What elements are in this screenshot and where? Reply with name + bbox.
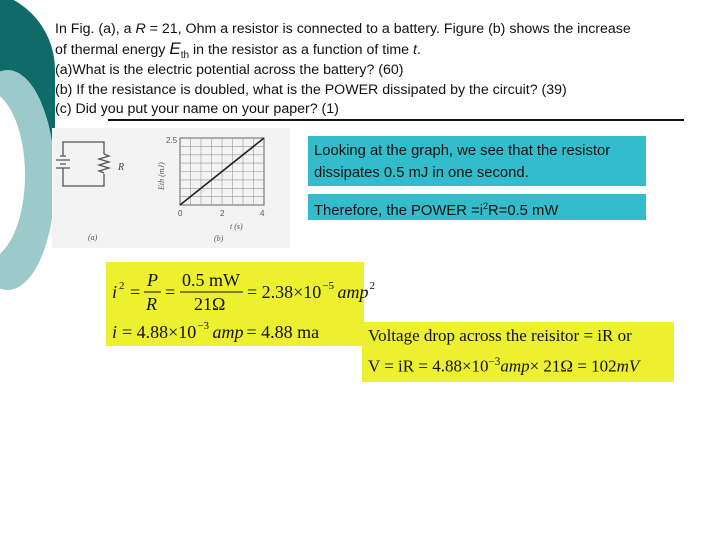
graph-observation-callout: Looking at the graph, we see that the resistor dissipates 0.5 mJ in one second. [308, 136, 646, 186]
current-result: = 4.88×10 [122, 322, 197, 342]
x-tick-2: 2 [220, 209, 225, 218]
voltage-calculation: V = iR = $4.88\times 10^{-3}amp\times 21\Omega = 102mV$ [368, 356, 640, 376]
resistor-label: R [118, 162, 125, 173]
question-text [55, 20, 715, 119]
resistance-symbol: R [146, 294, 157, 314]
question-part-a: (a)What is the electric potential across the battery? (60) [55, 62, 404, 79]
current-symbol: i [112, 322, 118, 342]
current-squared-result: = 2.38×10 [247, 282, 322, 302]
question-line-1: In Fig. (a), a R = 21, Ohm a resistor is connected to a battery. Figure (b) shows the increase [55, 21, 631, 37]
x-axis-label: t (s) [230, 222, 243, 231]
energy-time-graph [180, 138, 264, 205]
caption-a: (a) [88, 233, 98, 242]
question-part-c: (c) Did you put your name on your paper? (1) [55, 100, 339, 117]
circuit-diagram [56, 142, 109, 186]
voltage-equation-box [362, 322, 674, 382]
amp-squared-exponent: 2 [369, 280, 376, 292]
x-tick-0: 0 [178, 209, 183, 218]
amp-unit-2: amp [212, 322, 244, 342]
current-equation-box [106, 262, 376, 346]
y-tick-top: 2.5 [166, 136, 178, 145]
circuit-wires [63, 142, 104, 186]
amp-unit-1: amp [337, 282, 369, 302]
caption-b: (b) [214, 234, 224, 243]
squared-exponent: 2 [119, 280, 125, 292]
power-symbol: P [147, 270, 158, 290]
denominator-value: 21Ω [194, 294, 226, 314]
textbook-figure [52, 128, 290, 248]
question-line-2: of thermal energy $E_{th}$ in the resistor as a function of time t. [55, 39, 421, 62]
x-tick-4: 4 [260, 209, 265, 218]
question-part-b: (b) If the resistance is doubled, what is the POWER dissipated by the circuit? (39) [55, 81, 567, 98]
equals-1: = [130, 282, 141, 302]
underline-rule [108, 119, 684, 121]
numerator-value: 0.5 mW [182, 270, 240, 290]
resistor-icon [99, 154, 109, 173]
i-squared-symbol: i [112, 282, 118, 302]
y-axis-label: Eth (mJ) [157, 162, 166, 190]
exponent-neg3: −3 [197, 320, 210, 332]
power-callout: Therefore, the POWER $=i^2R=0.5$ mW [308, 194, 646, 220]
current-milliamps: = 4.88 ma [246, 322, 320, 342]
equals-2: = [165, 282, 176, 302]
exponent-neg5: −5 [322, 280, 335, 292]
battery-icon [56, 156, 70, 168]
voltage-drop-line: Voltage drop across the reisitor = iR or [368, 326, 632, 345]
